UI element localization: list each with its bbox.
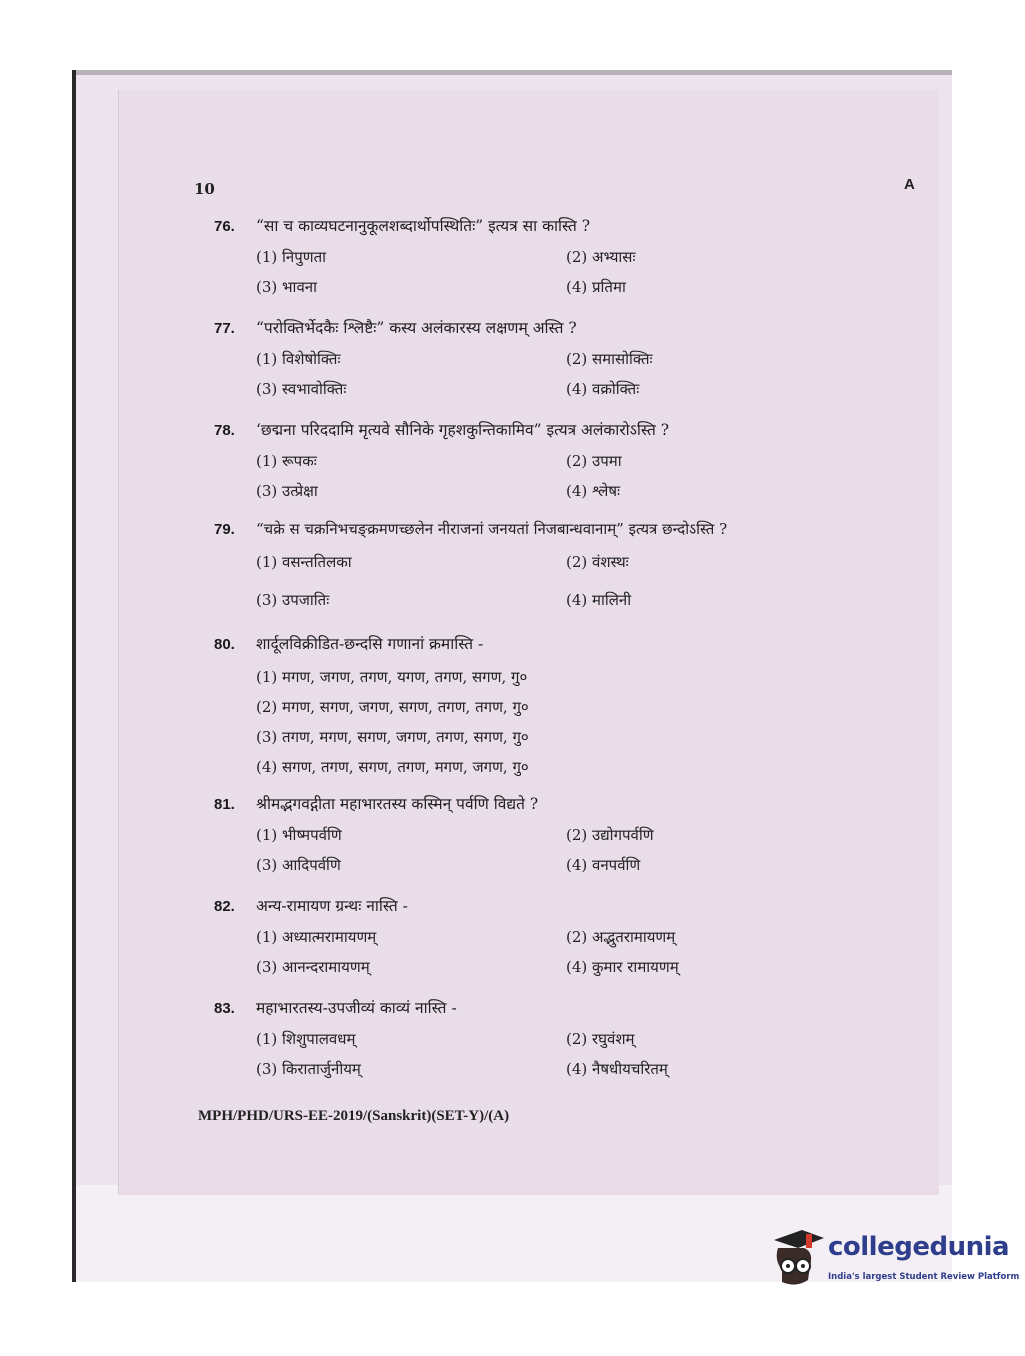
option-1: (1) अध्यात्मरामायणम् — [256, 928, 377, 946]
option-1: (1) रूपकः — [256, 452, 317, 470]
question-78 — [214, 418, 914, 504]
page-number: 10 — [194, 180, 215, 198]
question-81 — [214, 792, 914, 878]
option-4: (4) कुमार रामायणम् — [566, 958, 679, 976]
option-1: (1) विशेषोक्तिः — [256, 350, 341, 368]
scan-left-edge — [72, 70, 76, 1282]
mascot-icon — [768, 1226, 828, 1296]
question-text: “परोक्तिर्भेदकैः श्लिष्टैः” कस्य अलंकारस्य लक्षणम् अस्ति ? — [256, 319, 577, 337]
question-text: महाभारतस्य-उपजीव्यं काव्यं नास्ति - — [256, 999, 457, 1017]
option-4: (4) सगण, तगण, सगण, तगण, मगण, जगण, गु० — [256, 758, 529, 776]
option-4: (4) श्लेषः — [566, 482, 621, 500]
collegedunia-watermark — [768, 1226, 1020, 1316]
option-3: (3) तगण, मगण, सगण, जगण, तगण, सगण, गु० — [256, 728, 529, 746]
question-text: श्रीमद्भगवद्गीता महाभारतस्य कस्मिन् पर्वणि विद्यते ? — [256, 795, 539, 813]
option-1: (1) शिशुपालवधम् — [256, 1030, 356, 1048]
question-82 — [214, 894, 914, 980]
option-3: (3) भावना — [256, 278, 317, 296]
brand-tagline: India's largest Student Review Platform — [828, 1272, 1020, 1282]
option-2: (2) समासोक्तिः — [566, 350, 653, 368]
option-4: (4) प्रतिमा — [566, 278, 626, 296]
question-text: शार्दूलविक्रीडित-छन्दसि गणानां क्रमास्ति - — [256, 635, 484, 653]
option-4: (4) नैषधीयचरितम् — [566, 1060, 668, 1078]
set-letter: A — [904, 176, 915, 193]
option-3: (3) आनन्दरामायणम् — [256, 958, 370, 976]
option-4: (4) वक्रोक्तिः — [566, 380, 640, 398]
option-2: (2) अभ्यासः — [566, 248, 636, 266]
option-2: (2) उद्योगपर्वणि — [566, 826, 654, 844]
option-3: (3) उपजातिः — [256, 591, 330, 609]
option-1: (1) मगण, जगण, तगण, यगण, तगण, सगण, गु० — [256, 668, 528, 686]
question-text: अन्य-रामायण ग्रन्थः नास्ति - — [256, 897, 408, 915]
brand-name: collegedunia — [828, 1232, 1010, 1262]
question-79 — [214, 519, 914, 613]
question-number: 81. — [214, 796, 235, 813]
question-number: 76. — [214, 218, 235, 235]
option-3: (3) आदिपर्वणि — [256, 856, 341, 874]
option-3: (3) किरातार्जुनीयम् — [256, 1060, 361, 1078]
scan-top-edge — [72, 70, 952, 75]
option-1: (1) भीष्मपर्वणि — [256, 826, 342, 844]
question-text: ‘छद्मना परिददामि मृत्यवे सौनिके गृहशकुन्तिकामिव” इत्यत्र अलंकारोऽस्ति ? — [256, 421, 670, 439]
option-4: (4) मालिनी — [566, 591, 632, 609]
option-2: (2) अद्भुतरामायणम् — [566, 928, 676, 946]
question-80 — [214, 632, 914, 782]
option-3: (3) उत्प्रेक्षा — [256, 482, 318, 500]
question-number: 82. — [214, 898, 235, 915]
option-2: (2) वंशस्थः — [566, 553, 629, 571]
question-83 — [214, 996, 914, 1082]
question-76 — [214, 214, 914, 300]
option-2: (2) मगण, सगण, जगण, सगण, तगण, तगण, गु० — [256, 698, 529, 716]
question-number: 80. — [214, 636, 235, 653]
option-1: (1) निपुणता — [256, 248, 327, 266]
question-text: “सा च काव्यघटनानुकूलशब्दार्थोपस्थितिः” इत्यत्र सा कास्ति ? — [256, 217, 591, 235]
option-2: (2) उपमा — [566, 452, 622, 470]
question-number: 79. — [214, 521, 235, 538]
question-number: 78. — [214, 422, 235, 439]
paper-code-footer: MPH/PHD/URS-EE-2019/(Sanskrit)(SET-Y)/(A) — [198, 1108, 510, 1124]
question-text: “चक्रे स चक्रनिभचङ्क्रमणच्छलेन नीराजनां जनयतां निजबान्धवानाम्” इत्यत्र छन्दोऽस्ति ? — [256, 520, 728, 538]
option-4: (4) वनपर्वणि — [566, 856, 641, 874]
question-number: 77. — [214, 320, 235, 337]
option-3: (3) स्वभावोक्तिः — [256, 380, 347, 398]
option-1: (1) वसन्ततिलका — [256, 553, 352, 571]
option-2: (2) रघुवंशम् — [566, 1030, 635, 1048]
question-number: 83. — [214, 1000, 235, 1017]
question-77 — [214, 316, 914, 402]
